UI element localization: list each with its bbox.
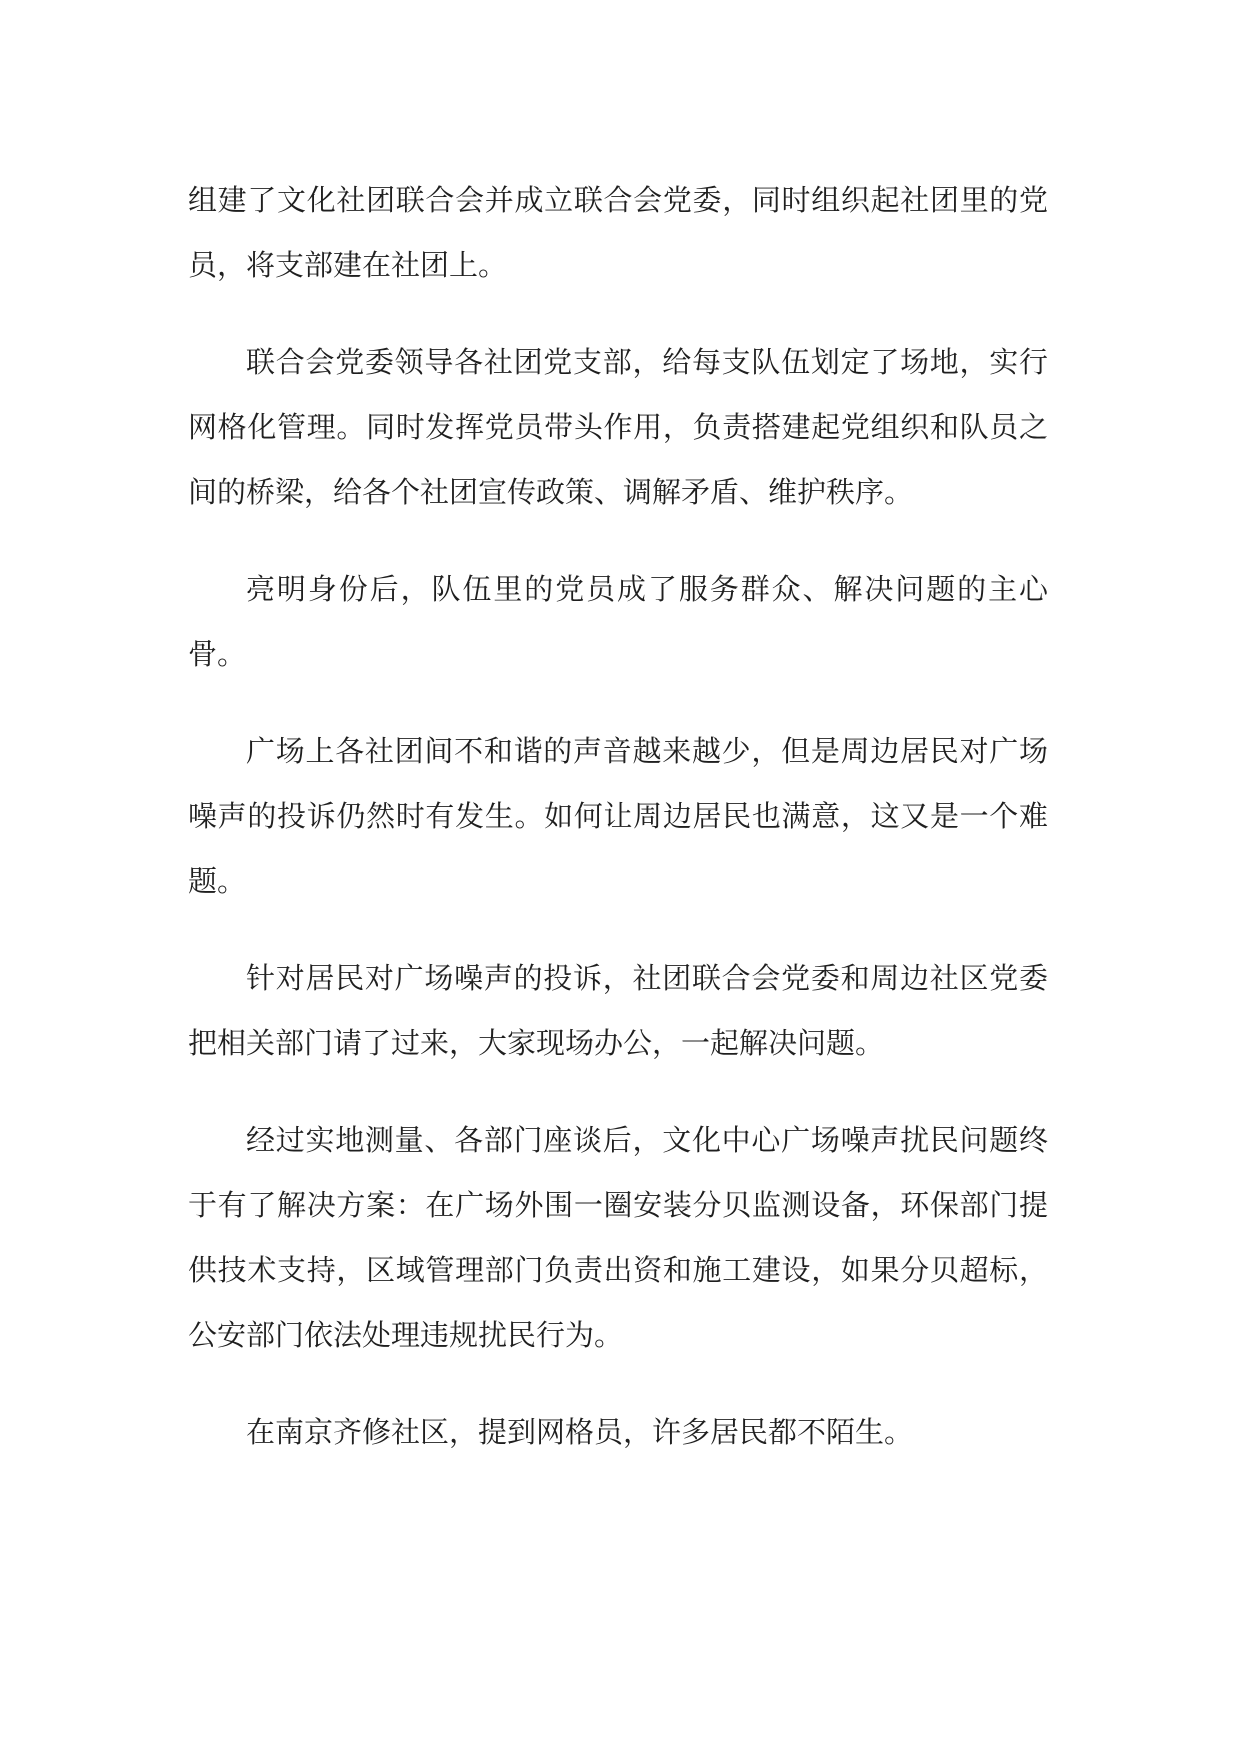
paragraph-7: 在南京齐修社区，提到网格员，许多居民都不陌生。	[246, 1415, 914, 1449]
paragraph-2: 联合会党委领导各社团党支部，给每支队伍划定了场地，实行网格化管理。同时发挥党员带头作用，负责搭建起党组织和队员之间的桥梁，给各个社团宣传政策、调解矛盾、维护秩序。	[188, 345, 1048, 509]
paragraph-5: 针对居民对广场噪声的投诉，社团联合会党委和周边社区党委把相关部门请了过来，大家现场办公，一起解决问题。	[188, 961, 1048, 1060]
paragraph-3: 亮明身份后，队伍里的党员成了服务群众、解决问题的主心骨。	[188, 572, 1048, 671]
paragraph-4: 广场上各社团间不和谐的声音越来越少，但是周边居民对广场噪声的投诉仍然时有发生。如何让周边居民也满意，这又是一个难题。	[188, 734, 1048, 898]
paragraph-6: 经过实地测量、各部门座谈后，文化中心广场噪声扰民问题终于有了解决方案：在广场外围一圈安装分贝监测设备，环保部门提供技术支持，区域管理部门负责出资和施工建设，如果分贝超标，公安部门依法处理违规扰民行为。	[188, 1123, 1048, 1352]
paragraph-1: 组建了文化社团联合会并成立联合会党委，同时组织起社团里的党员，将支部建在社团上。	[188, 183, 1048, 282]
document-body	[188, 168, 1048, 1497]
